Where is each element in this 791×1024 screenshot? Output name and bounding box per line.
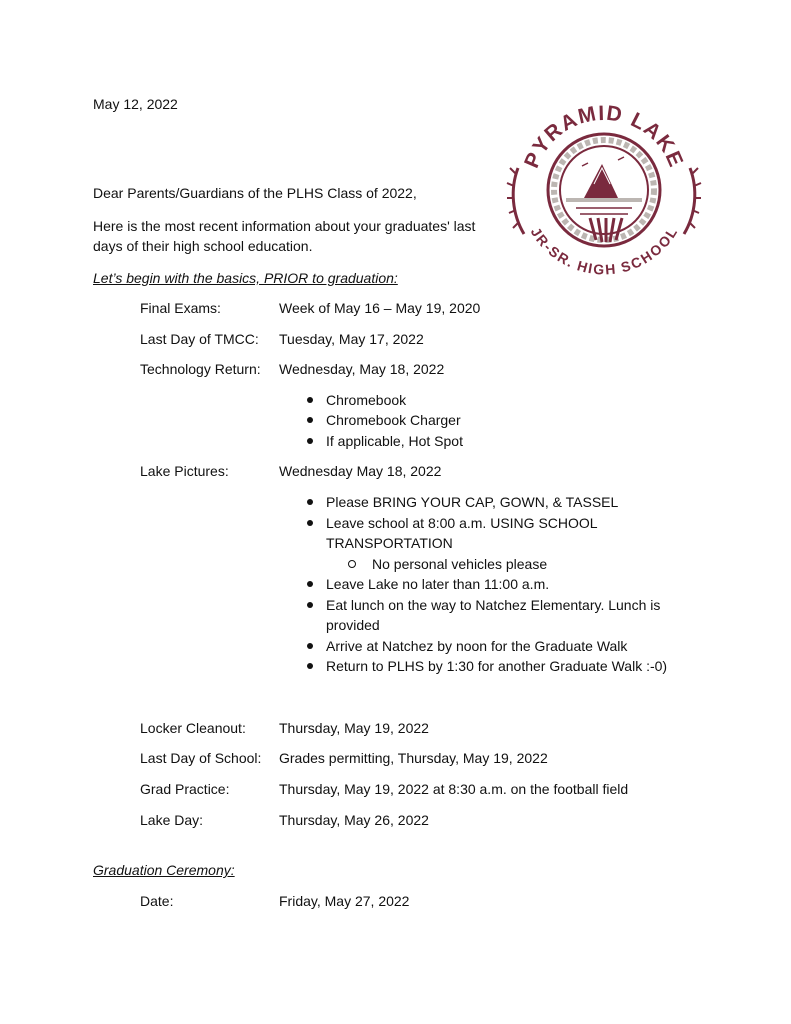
final-exams-value: Week of May 16 – May 19, 2020 [279,300,481,316]
technology-return-label: Technology Return: [140,361,261,377]
section-heading-graduation-ceremony: Graduation Ceremony: [93,862,235,878]
lake-day-value: Thursday, May 26, 2022 [279,812,429,828]
bullet-icon [307,602,313,608]
seal-bottom-text: JR-SR. HIGH SCHOOL [527,224,681,278]
bullet-icon [307,397,313,403]
seal-top-text: PYRAMID LAKE [520,101,688,172]
bullet-icon [307,438,313,444]
list-item-continuation: TRANSPORTATION [326,535,453,551]
last-day-school-value: Grades permitting, Thursday, May 19, 2022 [279,750,548,766]
lake-pictures-value: Wednesday May 18, 2022 [279,463,442,479]
technology-return-value: Wednesday, May 18, 2022 [279,361,445,377]
bullet-icon [307,520,313,526]
intro-line: Here is the most recent information about your graduates' last [93,218,476,234]
greeting: Dear Parents/Guardians of the PLHS Class of 2022, [93,185,417,201]
intro-line: days of their high school education. [93,238,313,254]
ceremony-date-value: Friday, May 27, 2022 [279,893,410,909]
bullet-icon [307,417,313,423]
final-exams-label: Final Exams: [140,300,221,316]
right-feather-icon [684,168,701,234]
list-item-continuation: provided [326,617,380,633]
school-seal-logo [506,94,702,284]
ceremony-date-label: Date: [140,893,174,909]
locker-cleanout-value: Thursday, May 19, 2022 [279,720,429,736]
lake-pictures-label: Lake Pictures: [140,463,229,479]
letter-date: May 12, 2022 [93,96,178,112]
last-day-school-label: Last Day of School: [140,750,262,766]
last-day-tmcc-label: Last Day of TMCC: [140,331,259,347]
lake-day-label: Lake Day: [140,812,204,828]
bullet-icon [307,663,313,669]
left-feather-icon [507,168,524,234]
bullet-icon [307,581,313,587]
last-day-tmcc-value: Tuesday, May 17, 2022 [279,331,424,347]
section-heading-prior-to-graduation: Let’s begin with the basics, PRIOR to graduation: [93,270,398,286]
grad-practice-value: Thursday, May 19, 2022 at 8:30 a.m. on the football field [279,781,629,797]
locker-cleanout-label: Locker Cleanout: [140,720,246,736]
bullet-icon [307,499,313,505]
grad-practice-label: Grad Practice: [140,781,230,797]
hollow-bullet-icon [348,560,356,568]
bullet-icon [307,643,313,649]
